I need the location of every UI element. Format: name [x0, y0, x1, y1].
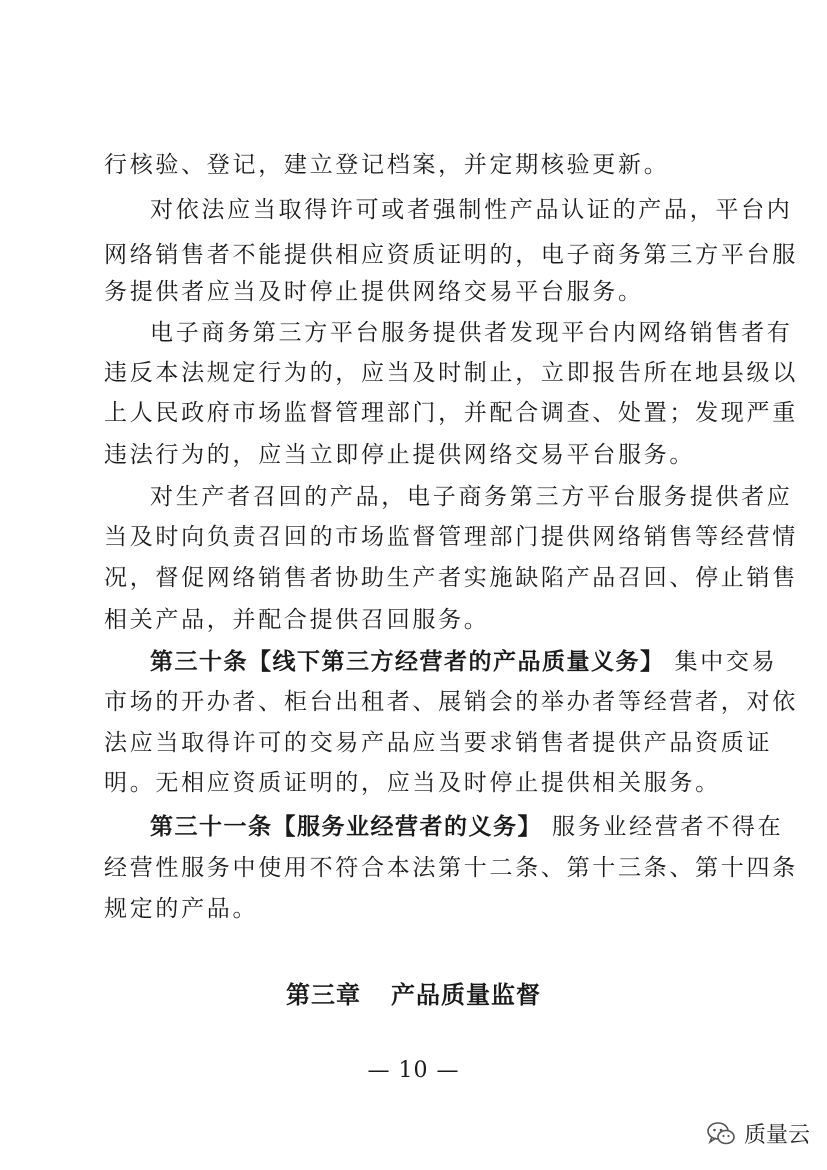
body-line: 明。无相应资质证明的，应当及时停止提供相关服务。	[104, 770, 721, 796]
body-line: 务提供者应当及时停止提供网络交易平台服务。	[104, 279, 644, 305]
chapter-title: 产品质量监督	[391, 981, 541, 1009]
article-31-heading: 第三十一条【服务业经营者的义务】	[150, 814, 542, 840]
article-30-first-line	[150, 647, 778, 677]
body-line: 对依法应当取得许可或者强制性产品认证的产品，平台内	[150, 197, 793, 223]
body-line: 网络销售者不能提供相应资质证明的，电子商务第三方平台服	[104, 242, 798, 268]
body-line: 市场的开办者、柜台出租者、展销会的举办者等经营者，对依	[104, 689, 798, 715]
article-30-heading: 第三十条【线下第三方经营者的产品质量义务】	[150, 649, 665, 675]
body-line: 违反本法规定行为的，应当及时制止，立即报告所在地县级以	[104, 360, 798, 386]
body-line: 行核验、登记，建立登记档案，并定期核验更新。	[104, 152, 670, 178]
body-line: 法应当取得许可的交易产品应当要求销售者提供产品资质证	[104, 730, 773, 756]
article-31-first-line	[150, 812, 784, 842]
article-31-text: 服务业经营者不得在	[552, 814, 784, 840]
watermark-text: 质量云	[744, 1123, 811, 1148]
body-line: 经营性服务中使用不符合本法第十二条、第十三条、第十四条	[104, 855, 798, 881]
body-line: 电子商务第三方平台服务提供者发现平台内网络销售者有	[150, 320, 793, 346]
body-line: 相关产品，并配合提供召回服务。	[104, 607, 490, 633]
chapter-heading	[0, 975, 827, 1010]
body-line: 违法行为的，应当立即停止提供网络交易平台服务。	[104, 442, 696, 468]
watermark	[706, 1118, 810, 1149]
chapter-number: 第三章	[286, 981, 361, 1009]
body-line: 对生产者召回的产品，电子商务第三方平台服务提供者应	[150, 484, 793, 510]
article-30-text: 集中交易	[674, 649, 778, 675]
page-number: — 10 —	[367, 1058, 460, 1083]
body-line: 况，督促网络销售者协助生产者实施缺陷产品召回、停止销售	[104, 565, 798, 591]
body-line: 当及时向负责召回的市场监督管理部门提供网络销售等经营情	[104, 524, 798, 550]
wechat-icon	[706, 1121, 736, 1147]
body-line: 上人民政府市场监督管理部门，并配合调查、处置；发现严重	[104, 400, 798, 426]
body-line: 规定的产品。	[104, 896, 259, 922]
